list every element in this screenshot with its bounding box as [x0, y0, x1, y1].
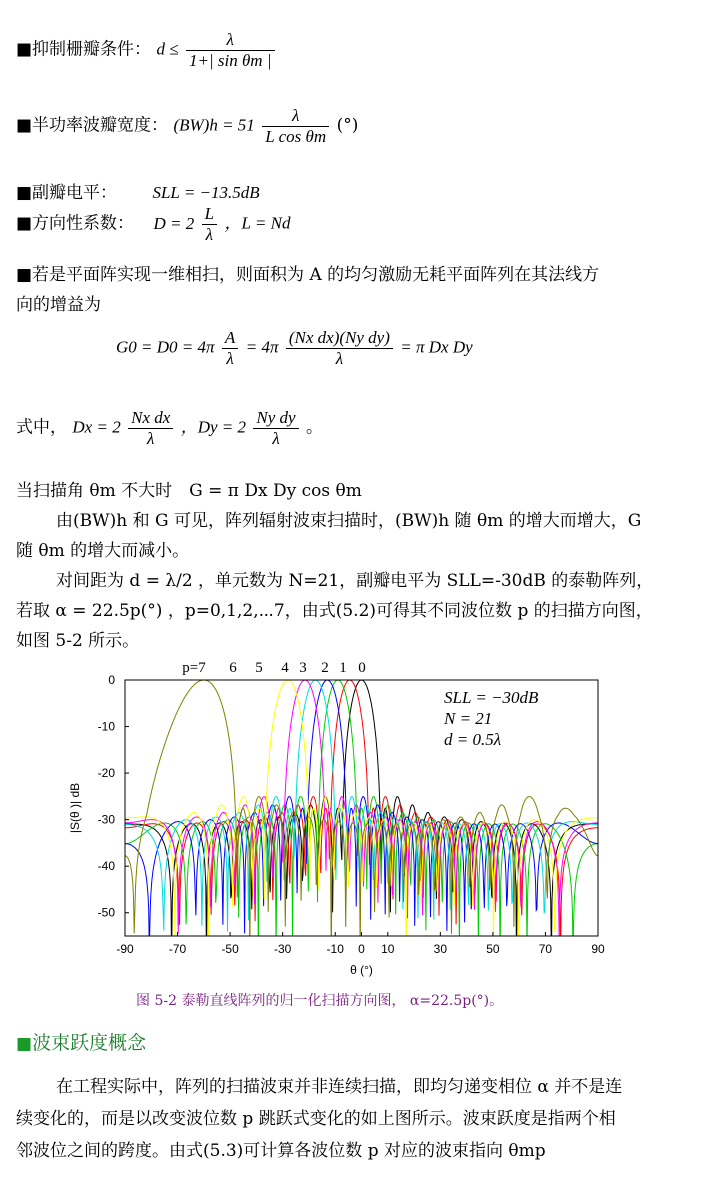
- body-line-3: 邻波位之间的跨度。由式(5.3)可计算各波位数 p 对应的波束指向 θmp: [16, 1141, 546, 1161]
- beamwidth-label: ■半功率波瓣宽度：: [16, 115, 169, 136]
- x-axis-label: θ (°): [350, 963, 373, 977]
- chart-annotation: SLL = −30dB: [444, 688, 539, 707]
- directivity-rhs: ，L = Nd: [224, 213, 291, 233]
- series-line-p2: [125, 680, 598, 959]
- y-tick-label: -10: [97, 719, 115, 734]
- grating-condition-denominator: 1+| sin θm |: [188, 50, 272, 70]
- y-tick-label: -20: [97, 766, 115, 781]
- taylor-line-3: 如图 5-2 所示。: [16, 631, 140, 651]
- beamwidth-denominator: L cos θm: [265, 126, 327, 146]
- scan-line-2: 由(BW)h 和 G 可见，阵列辐射波束扫描时，(BW)h 随 θm 的增大而增大，G: [56, 511, 642, 531]
- beamwidth-unit: (°): [336, 115, 359, 136]
- gain-denominator-1: λ: [226, 348, 234, 368]
- figure-caption: 图 5-2 泰勒直线阵列的归一化扫描方向图， α=22.5p(°)。: [136, 993, 504, 1009]
- sidelobe-label: ■副瓣电平：: [16, 183, 118, 203]
- dy-denominator: λ: [272, 428, 280, 448]
- section-title: 波束跃度概念: [32, 1032, 147, 1054]
- directivity-line: [16, 204, 290, 244]
- dx-fraction: [128, 408, 173, 448]
- x-tick-label: 70: [538, 942, 553, 956]
- grating-condition-line: [16, 30, 277, 70]
- directivity-numerator: L: [202, 204, 217, 225]
- planar-paragraph-line-2: 向的增益为: [16, 295, 101, 315]
- x-tick-label: -30: [273, 942, 292, 956]
- beamwidth-numerator: λ: [262, 106, 329, 127]
- dx-numerator: Nx dx: [128, 408, 173, 429]
- grating-condition-lhs: d ≤: [156, 39, 179, 59]
- directivity-fraction: [202, 204, 217, 244]
- x-tick-label: 90: [591, 942, 605, 956]
- x-tick-label: -90: [116, 942, 134, 956]
- planar-paragraph-line-1: ■若是平面阵实现一维相扫，则面积为 A 的均匀激励无耗平面阵列在其法线方: [16, 265, 600, 285]
- x-tick-label: 30: [433, 942, 448, 956]
- gain-fraction-1: [222, 328, 238, 368]
- top-series-label: 3: [299, 660, 307, 676]
- directivity-label: ■方向性系数：: [16, 213, 135, 234]
- dy-fraction: [253, 408, 298, 448]
- scan-pattern-chart: [0, 655, 718, 985]
- top-series-label: 1: [339, 660, 347, 676]
- y-tick-label: 0: [108, 673, 115, 687]
- directivity-lhs: D = 2: [153, 213, 195, 233]
- y-tick-label: -50: [97, 905, 115, 920]
- gain-mid: = 4π: [245, 337, 279, 357]
- beamwidth-lhs: (BW)h = 51: [173, 115, 255, 135]
- x-tick-label: -50: [221, 942, 239, 956]
- top-series-label: 6: [229, 660, 237, 676]
- taylor-line-2: 若取 α = 22.5p(°) ，p=0,1,2,⋯7，由式(5.2)可得其不同波位数 p 的扫描方向图，: [16, 601, 653, 621]
- gain-lhs: G0 = D0 = 4π: [116, 337, 215, 357]
- directivity-denominator: λ: [205, 224, 214, 244]
- dx-lhs: Dx = 2: [72, 417, 121, 437]
- scan-line-1: 当扫描角 θm 不大时 G = π Dx Dy cos θm: [16, 481, 362, 501]
- chart-annotation: d = 0.5λ: [444, 730, 502, 749]
- y-tick-label: -40: [97, 859, 115, 874]
- top-series-label: 5: [255, 660, 263, 676]
- grating-condition-fraction: [186, 30, 275, 70]
- sidelobe-equation: SLL = −13.5dB: [152, 183, 260, 202]
- dy-lhs: ，Dy = 2: [180, 417, 246, 437]
- gain-numerator-2: (Nx dx)(Ny dy): [286, 328, 393, 349]
- gain-equation: [116, 328, 473, 368]
- x-tick-label: -10: [326, 942, 344, 956]
- chart-annotation: N = 21: [444, 709, 493, 728]
- x-tick-label: 50: [486, 942, 500, 956]
- section-heading: [16, 1028, 146, 1055]
- taylor-line-1: 对间距为 d = λ/2 ，单元数为 N=21，副瓣电平为 SLL=-30dB 的泰勒阵列，: [56, 571, 654, 591]
- y-axis-label: |S(θ )| dB: [68, 782, 82, 834]
- y-tick-label: -30: [97, 812, 115, 827]
- grating-condition-label: ■抑制栅瓣条件：: [16, 39, 152, 60]
- top-series-label: 0: [358, 660, 366, 676]
- x-tick-label: -70: [168, 942, 187, 956]
- dy-end: 。: [306, 417, 323, 438]
- sidelobe-line: [16, 178, 260, 203]
- grating-condition-numerator: λ: [186, 30, 275, 51]
- top-series-label: 4: [281, 660, 289, 676]
- gain-numerator-1: A: [222, 328, 238, 349]
- top-series-label: 2: [321, 660, 329, 676]
- x-tick-label: 10: [381, 942, 395, 956]
- where-label: 式中，: [16, 417, 67, 438]
- where-line: [16, 408, 323, 448]
- dy-numerator: Ny dy: [253, 408, 298, 429]
- body-line-2: 续变化的，而是以改变波位数 p 跳跃式变化的如上图所示。波束跃度是指两个相: [16, 1109, 616, 1129]
- green-square-icon: ■: [16, 1034, 33, 1054]
- dx-denominator: λ: [147, 428, 155, 448]
- scan-line-3: 随 θm 的增大而减小。: [16, 541, 190, 561]
- gain-fraction-2: [286, 328, 393, 368]
- beamwidth-line: [16, 106, 358, 146]
- gain-denominator-2: λ: [335, 348, 344, 368]
- gain-rhs: = π Dx Dy: [400, 337, 473, 357]
- body-line-1: 在工程实际中，阵列的扫描波束并非连续扫描，即均匀递变相位 α 并不是连: [56, 1077, 623, 1097]
- beamwidth-fraction: [262, 106, 329, 146]
- top-series-label: p=7: [182, 660, 206, 676]
- x-tick-label: 0: [358, 942, 365, 956]
